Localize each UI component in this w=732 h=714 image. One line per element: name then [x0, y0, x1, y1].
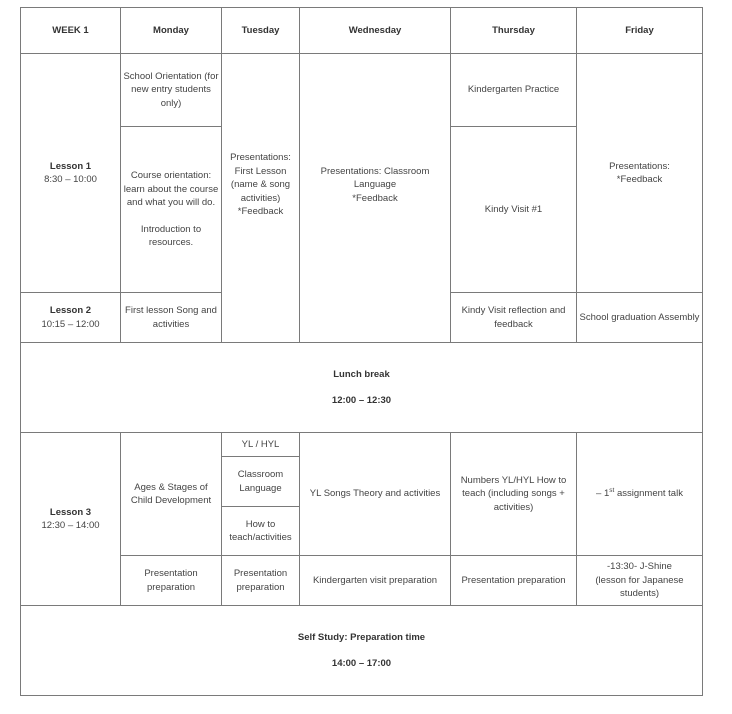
lesson2-label-cell — [21, 293, 121, 343]
lesson1-friday-cell — [577, 54, 703, 293]
day-header-friday: Friday — [577, 8, 703, 54]
lesson3-row-a — [21, 433, 703, 457]
lunch-row — [21, 343, 703, 433]
lunch-break-cell — [21, 343, 703, 433]
header-row — [21, 8, 703, 54]
lesson3-row-d — [21, 556, 703, 606]
lesson1-wednesday-cell — [300, 54, 451, 343]
lunch-time: 12:00 – 12:30 — [331, 395, 392, 406]
lesson3-monday-child-development: Ages & Stages of Child Development — [121, 433, 222, 556]
lesson3-title: Lesson 3 — [49, 506, 92, 518]
day-header-tuesday: Tuesday — [222, 8, 300, 54]
lesson1-friday-feedback: *Feedback — [616, 174, 663, 185]
lesson1-wednesday-feedback: *Feedback — [352, 192, 398, 204]
week-schedule-table — [20, 7, 703, 696]
lesson3-wednesday-kindergarten-prep: Kindergarten visit preparation — [300, 556, 451, 606]
lesson1-row-a — [21, 54, 703, 127]
lesson1-thursday-kindy-visit: Kindy Visit #1 — [451, 127, 577, 293]
lesson3-tuesday-classroom-language: Classroom Language — [222, 457, 300, 507]
assignment-ordinal: st — [609, 487, 615, 495]
day-header-monday: Monday — [121, 8, 222, 54]
lesson2-title: Lesson 2 — [49, 305, 92, 316]
lesson3-thursday-presentation-prep: Presentation preparation — [451, 556, 577, 606]
self-study-time: 14:00 – 17:00 — [331, 658, 392, 669]
jshine-time: -13:30- J-Shine — [607, 561, 672, 573]
lesson2-monday: First lesson Song and activities — [121, 293, 222, 343]
self-study-row — [21, 606, 703, 696]
assignment-suffix: assignment talk — [614, 488, 683, 500]
lesson3-tuesday-how-to-teach: How to teach/activities — [222, 507, 300, 556]
day-header-wednesday: Wednesday — [300, 8, 451, 54]
lesson2-time: 10:15 – 12:00 — [41, 318, 100, 330]
lesson3-friday-jshine — [577, 556, 703, 606]
introduction-resources-text: Introduction to resources. — [140, 223, 202, 249]
course-orientation-text: Course orientation: learn about the course and what you will do. — [123, 170, 219, 209]
lesson3-monday-presentation-prep: Presentation preparation — [121, 556, 222, 606]
lesson3-thursday-numbers: Numbers YL/HYL How to teach (including songs + activities) — [451, 433, 577, 556]
lesson1-label-cell — [21, 54, 121, 293]
lesson3-time: 12:30 – 14:00 — [41, 520, 100, 531]
lesson1-wednesday-text: Presentations: Classroom Language — [320, 165, 430, 191]
schedule-sheet — [20, 7, 703, 696]
lesson1-tuesday-cell — [222, 54, 300, 343]
lesson1-monday-course-orientation — [121, 127, 222, 293]
lesson3-friday-assignment — [577, 433, 703, 556]
lesson1-tuesday-text: Presentations: First Lesson (name & song activities) — [230, 152, 291, 204]
week-header: WEEK 1 — [21, 8, 121, 54]
lesson1-time: 8:30 – 10:00 — [44, 174, 97, 185]
lesson2-thursday: Kindy Visit reflection and feedback — [451, 293, 577, 343]
assignment-prefix: – 1 — [596, 488, 610, 500]
self-study-cell — [21, 606, 703, 696]
lesson2-friday: School graduation Assembly — [577, 293, 703, 343]
lesson1-tuesday-feedback: *Feedback — [237, 206, 284, 218]
lesson1-friday-text: Presentations: — [609, 160, 670, 172]
day-header-thursday: Thursday — [451, 8, 577, 54]
lesson3-tuesday-presentation-prep: Presentation preparation — [222, 556, 300, 606]
self-study-title: Self Study: Preparation time — [297, 631, 426, 643]
lesson3-label-cell — [21, 433, 121, 606]
lesson3-wednesday-songs: YL Songs Theory and activities — [300, 433, 451, 556]
lunch-title: Lunch break — [333, 368, 390, 380]
lesson1-monday-orientation: School Orientation (for new entry students only) — [121, 54, 222, 127]
lesson3-tuesday-yl-hyl: YL / HYL — [222, 433, 300, 457]
lesson1-thursday-kindergarten-practice: Kindergarten Practice — [451, 54, 577, 127]
jshine-note: (lesson for Japanese students) — [595, 574, 684, 600]
lesson1-title: Lesson 1 — [49, 160, 92, 172]
